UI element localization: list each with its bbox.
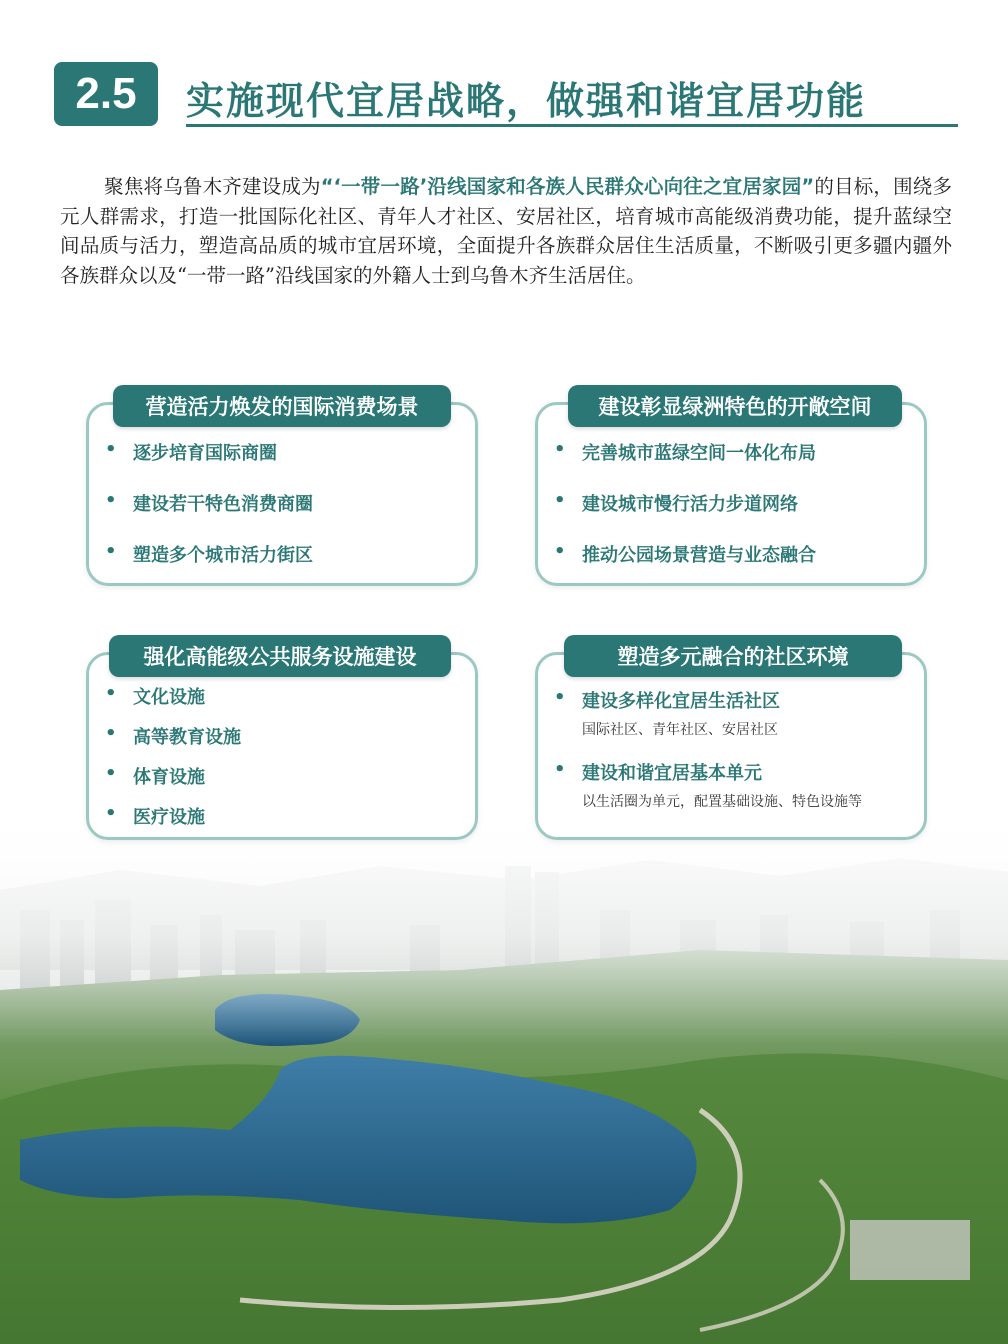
item-label: 塑造多个城市活力街区 [133, 545, 313, 566]
card-title: 建设彰显绿洲特色的开敞空间 [568, 385, 902, 427]
bullet-icon: • [105, 439, 117, 460]
bullet-icon: • [554, 759, 566, 780]
title-underline [186, 124, 958, 127]
card-title: 强化高能级公共服务设施建设 [109, 635, 451, 677]
bullet-icon: • [105, 763, 117, 784]
bullet-icon: • [554, 687, 566, 708]
list-item [89, 803, 475, 843]
bullet-icon: • [105, 803, 117, 824]
list-item [538, 687, 924, 759]
list-item [89, 723, 475, 763]
list-item [89, 439, 475, 490]
list-item [538, 541, 924, 592]
item-label: 逐步培育国际商圈 [133, 443, 277, 464]
card-open-space [535, 395, 927, 586]
item-label: 建设多样化宜居生活社区 [582, 691, 780, 712]
list-item [89, 490, 475, 541]
item-label: 建设和谐宜居基本单元 [582, 763, 762, 784]
bullet-icon: • [554, 490, 566, 511]
bullet-icon: • [554, 541, 566, 562]
item-label: 文化设施 [133, 687, 205, 708]
bullet-icon: • [105, 490, 117, 511]
item-label: 完善城市蓝绿空间一体化布局 [582, 443, 816, 464]
city-park-landscape-photo [0, 800, 1008, 1344]
bullet-icon: • [105, 683, 117, 704]
item-label: 高等教育设施 [133, 727, 241, 748]
list-item [89, 763, 475, 803]
intro-rest: 的目标，围绕多元人群需求，打造一批国际化社区、青年人才社区、安居社区，培育城市高能级消费功能，提升蓝绿空间品质与活力，塑造高品质的城市宜居环境，全面提升各族群众居住生活质量，不断吸引更多疆内疆外各族群众以及“一带一路”沿线国家的外籍人士到乌鲁木齐生活居住。 [60, 175, 952, 287]
list-item [89, 541, 475, 592]
bullet-icon: • [554, 439, 566, 460]
intro-highlight: “‘一带一路’沿线国家和各族人民群众心向往之宜居家园” [320, 175, 815, 198]
list-item [538, 490, 924, 541]
item-sublabel: 国际社区、青年社区、安居社区 [582, 722, 778, 738]
item-label: 建设城市慢行活力步道网络 [582, 494, 798, 515]
item-label: 体育设施 [133, 767, 205, 788]
section-number-badge: 2.5 [54, 62, 158, 126]
intro-paragraph [60, 172, 952, 290]
item-sublabel: 以生活圈为单元，配置基础设施、特色设施等 [582, 794, 862, 810]
card-community-environment [535, 645, 927, 840]
item-label: 建设若干特色消费商圈 [133, 494, 313, 515]
list-item [538, 439, 924, 490]
item-label: 推动公园场景营造与业态融合 [582, 545, 816, 566]
card-title: 营造活力焕发的国际消费场景 [113, 385, 451, 427]
card-public-services [86, 645, 478, 840]
card-international-consumption [86, 395, 478, 586]
item-label: 医疗设施 [133, 807, 205, 828]
bullet-icon: • [105, 723, 117, 744]
intro-lead: 聚焦将乌鲁木齐建设成为 [104, 175, 321, 198]
list-item [538, 759, 924, 819]
section-title: 实施现代宜居战略，做强和谐宜居功能 [186, 79, 867, 123]
list-item [89, 683, 475, 723]
card-title: 塑造多元融合的社区环境 [564, 635, 902, 677]
bullet-icon: • [105, 541, 117, 562]
